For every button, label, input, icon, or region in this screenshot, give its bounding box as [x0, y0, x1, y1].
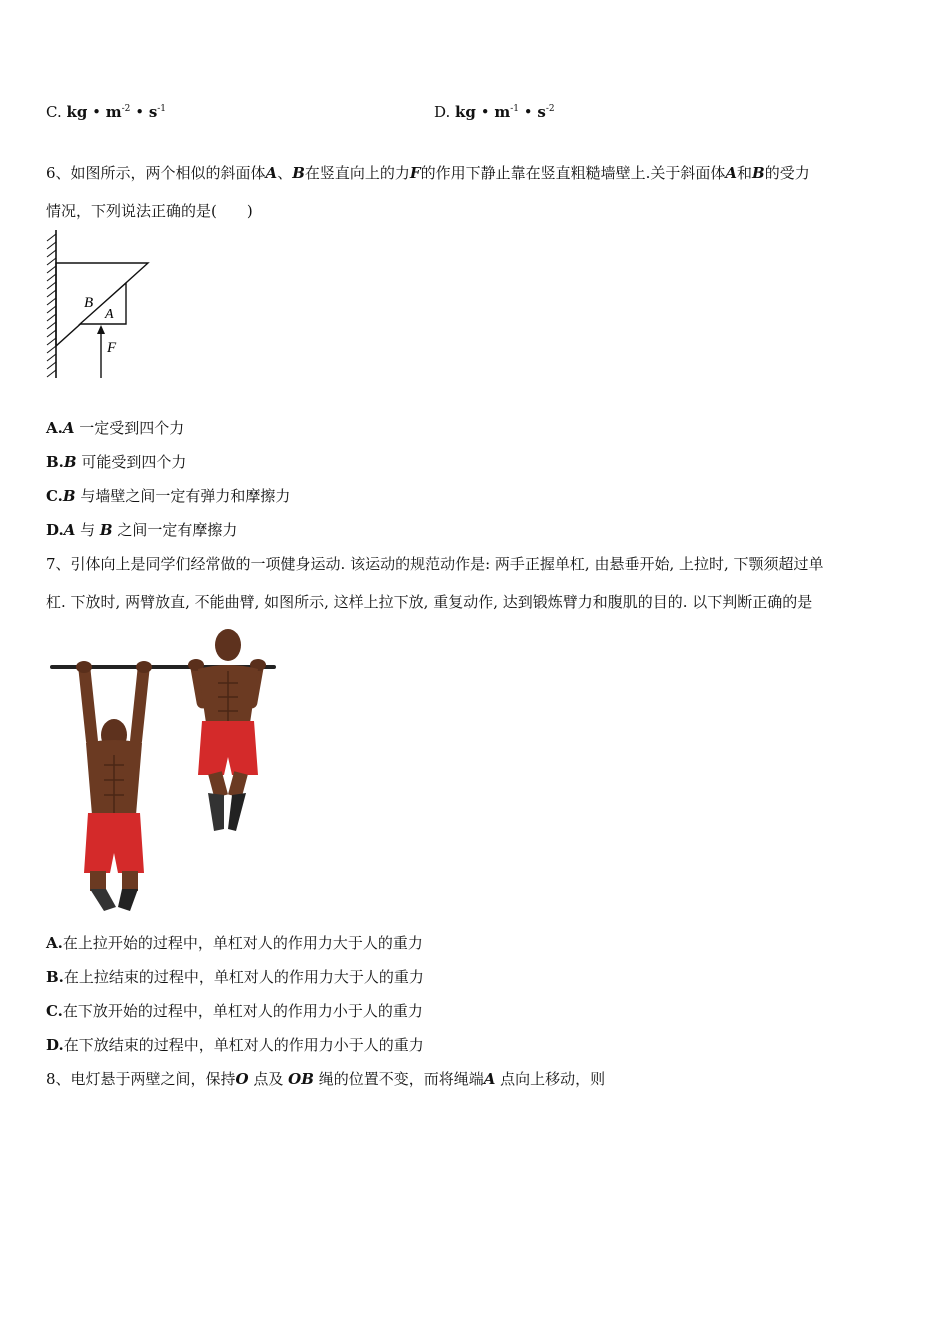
q6-option-a: A.A 一定受到四个力	[46, 419, 185, 437]
q6-stem-line1: 6、如图所示，两个相似的斜面体A、B在竖直向上的力F的作用下静止靠在竖直粗糙墙壁上.关于斜面体A和B的受力	[46, 164, 810, 182]
label-b: B	[84, 295, 94, 311]
q6-option-c: C.B 与墙壁之间一定有弹力和摩擦力	[46, 487, 291, 505]
q7-option-c: C.在下放开始的过程中，单杠对人的作用力小于人的重力	[46, 1002, 423, 1020]
q5-option-d: D. kg • $m^{-1}$ • $s^{-2}$	[434, 103, 555, 121]
person-pulled-up	[188, 629, 266, 831]
q6-option-b: B.B 可能受到四个力	[46, 453, 187, 471]
q8-stem: 8、电灯悬于两壁之间，保持O 点及 OB 绳的位置不变，而将绳端A 点向上移动，则	[46, 1070, 606, 1088]
q6-stem-line2: 情况，下列说法正确的是( )	[46, 202, 253, 220]
q7-option-a: A.在上拉开始的过程中，单杠对人的作用力大于人的重力	[46, 934, 423, 952]
wedge-diagram	[40, 228, 160, 383]
person-hanging	[76, 661, 152, 911]
q6-option-d: D.A 与 B 之间一定有摩擦力	[46, 521, 238, 539]
arrow-head	[97, 325, 105, 334]
pullup-photo	[46, 625, 281, 917]
q7-option-b: B.在上拉结束的过程中，单杠对人的作用力大于人的重力	[46, 968, 424, 986]
q5-option-c: C. kg • $m^{-2}$ • $s^{-1}$	[46, 103, 167, 121]
q7-option-d: D.在下放结束的过程中，单杠对人的作用力小于人的重力	[46, 1036, 424, 1054]
q7-stem-line2: 杠. 下放时, 两臂放直, 不能曲臂, 如图所示, 这样上拉下放, 重复动作, 达到锻炼臂力和腹肌的目的. 以下判断正确的是	[46, 593, 813, 611]
label-a: A	[105, 307, 114, 322]
q7-stem-line1: 7、引体向上是同学们经常做的一项健身运动. 该运动的规范动作是: 两手正握单杠, 由悬垂开始, 上拉时, 下颚须超过单	[46, 555, 824, 573]
wall-hatching	[47, 234, 56, 377]
label-f: F	[107, 340, 117, 356]
